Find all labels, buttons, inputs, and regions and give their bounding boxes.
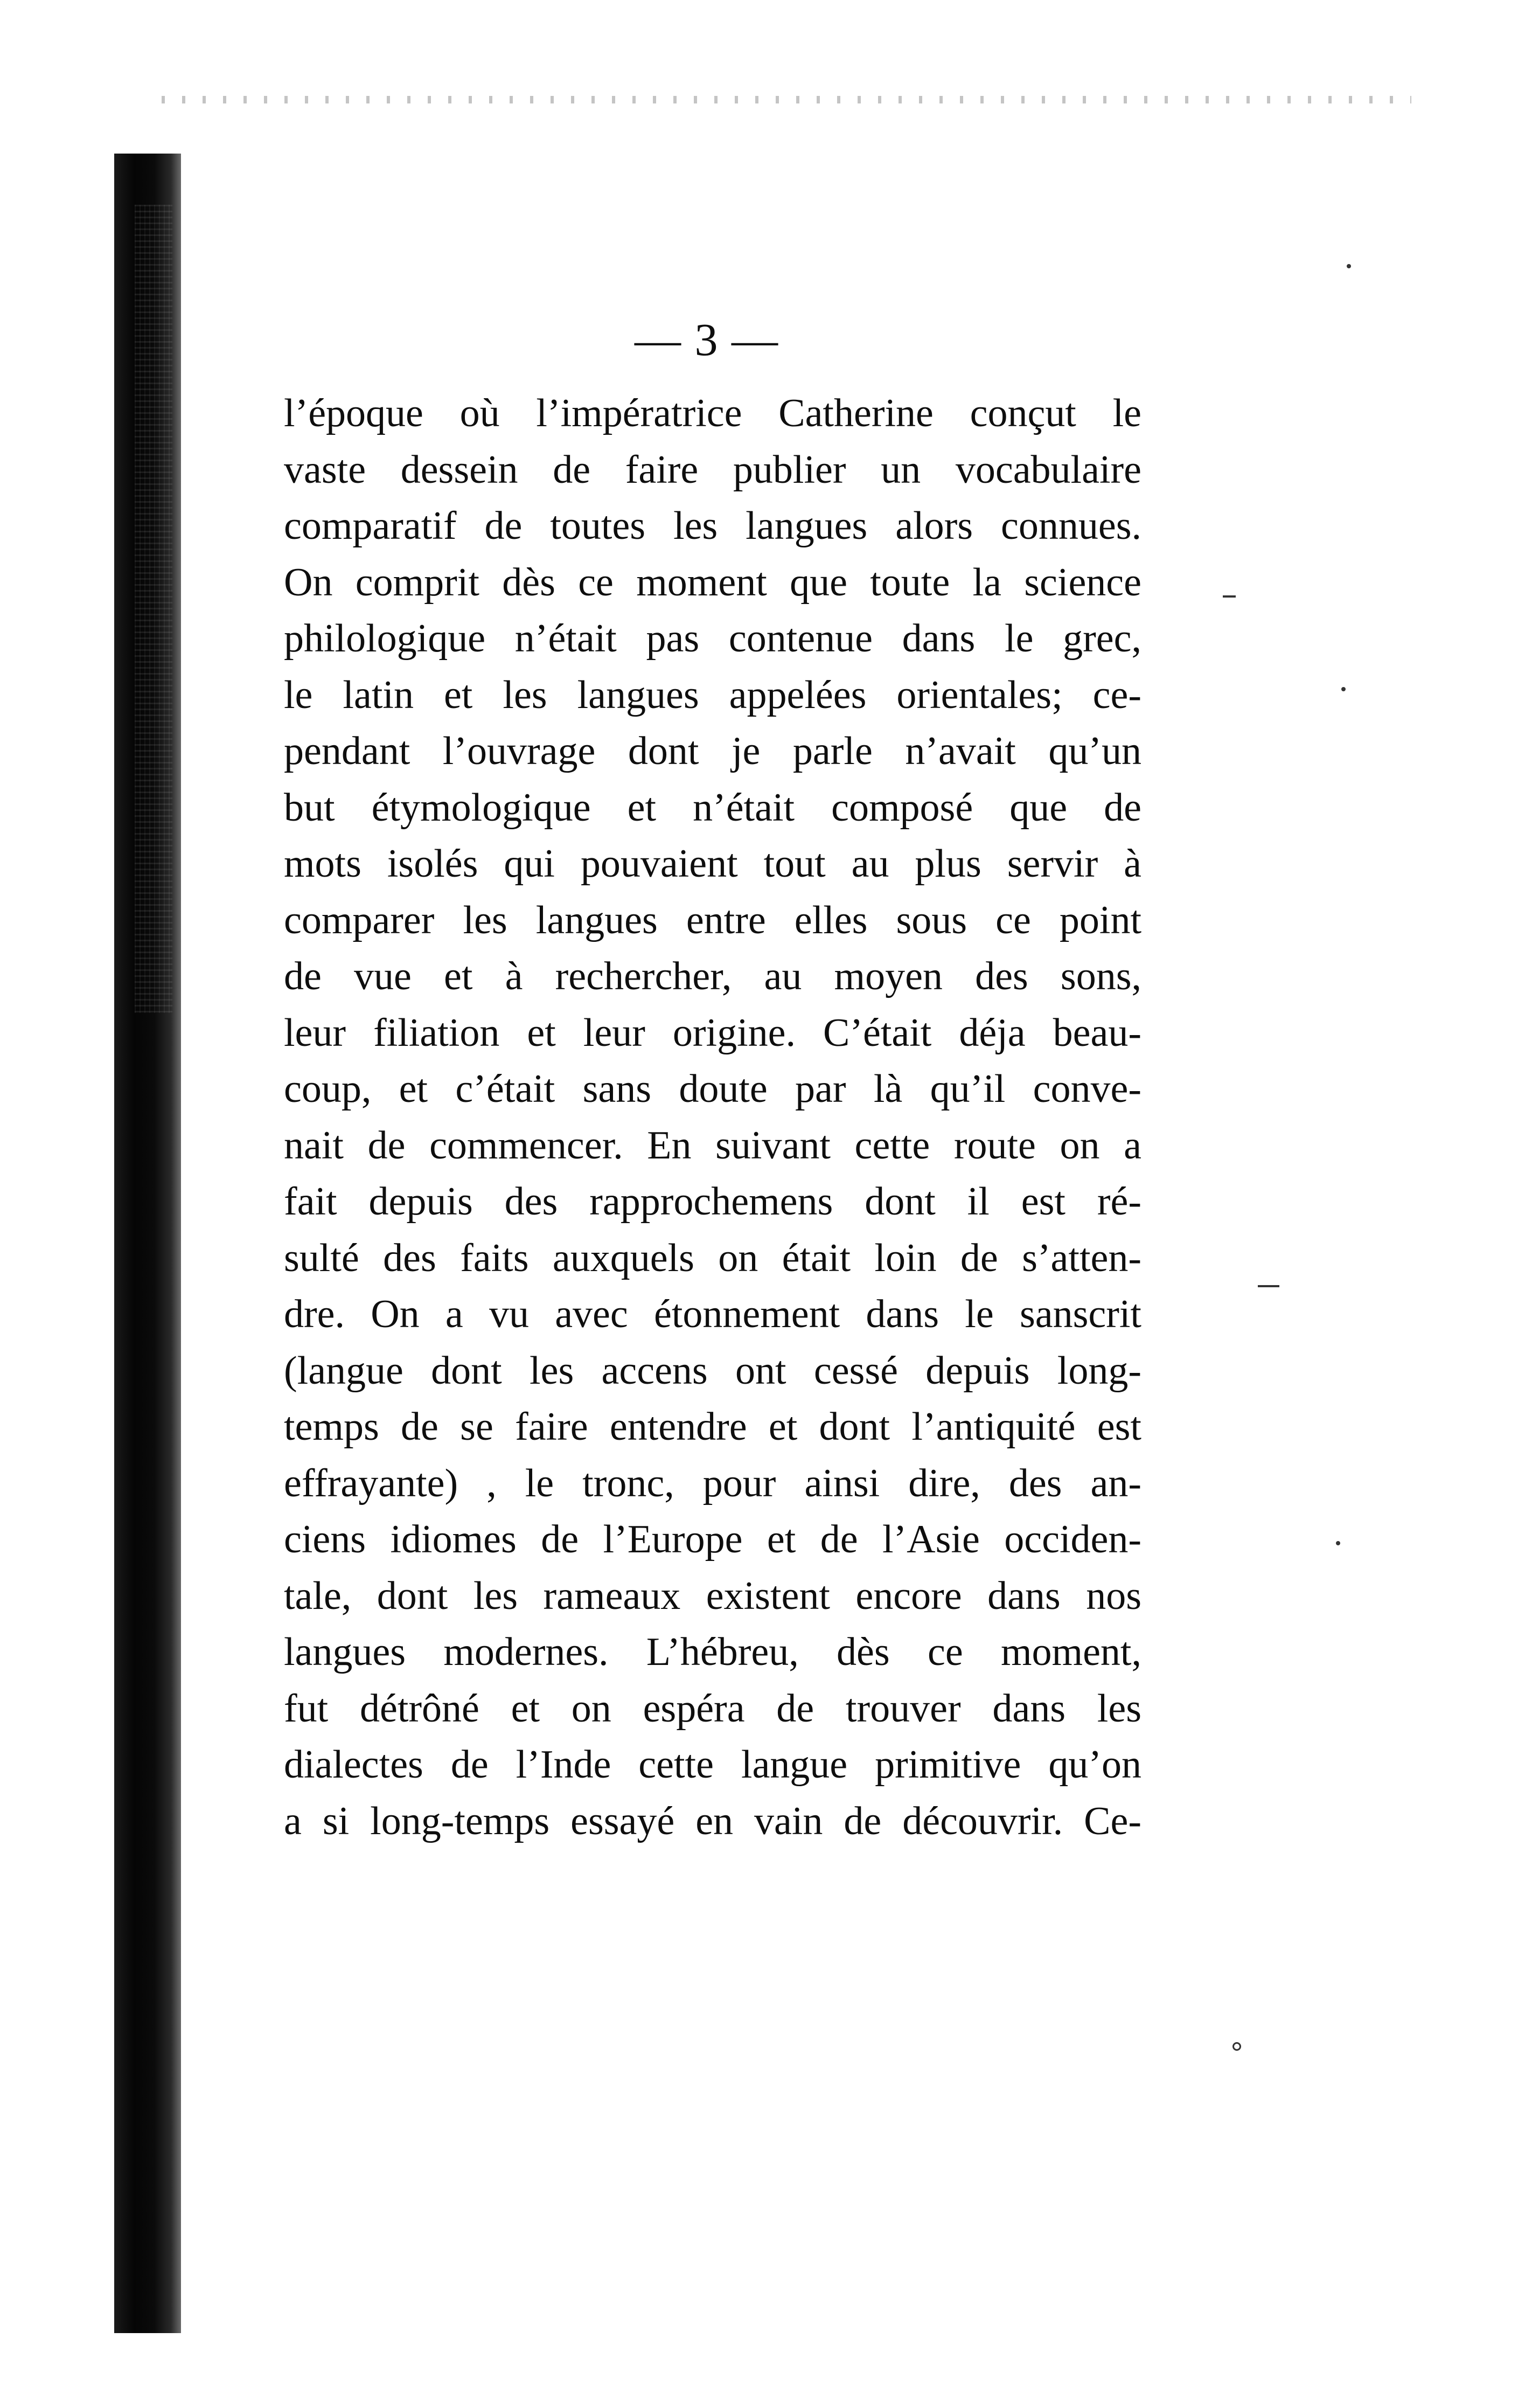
text-line: tale, dont les rameaux existent encore dans nos <box>284 1573 1141 1618</box>
text-line: leur filiation et leur origine. C’était déja beau- <box>284 1010 1141 1055</box>
text-line: coup, et c’était sans doute par là qu’il conve- <box>284 1067 1141 1111</box>
text-line: On comprit dès ce moment que toute la science <box>284 560 1141 605</box>
text-line: comparatif de toutes les langues alors connues. <box>284 504 1141 548</box>
text-line: l’époque où l’impératrice Catherine conçut le <box>284 391 1141 435</box>
text-line: a si long-temps essayé en vain de découvrir. Ce- <box>284 1799 1141 1843</box>
binding-speckle <box>135 205 172 1013</box>
text-line: langues modernes. L’hébreu, dès ce moment, <box>284 1630 1141 1674</box>
text-line: mots isolés qui pouvaient tout au plus servir à <box>284 842 1141 886</box>
text-line: but étymologique et n’était composé que de <box>284 785 1141 830</box>
text-line: comparer les langues entre elles sous ce point <box>284 898 1141 942</box>
page-top-edge <box>162 96 1411 103</box>
text-line: dre. On a vu avec étonnement dans le sanscrit <box>284 1292 1141 1336</box>
margin-speck <box>1341 687 1346 691</box>
text-line: nait de commencer. En suivant cette route on a <box>284 1123 1141 1168</box>
text-line: fut détrôné et on espéra de trouver dans les <box>284 1686 1141 1731</box>
text-line: (langue dont les accens ont cessé depuis long- <box>284 1348 1141 1393</box>
text-line: le latin et les langues appelées orientales; ce- <box>284 672 1141 717</box>
margin-speck <box>1223 595 1236 598</box>
text-line: ciens idiomes de l’Europe et de l’Asie occiden- <box>284 1517 1141 1562</box>
text-line: vaste dessein de faire publier un vocabulaire <box>284 447 1141 492</box>
margin-speck <box>1336 1541 1340 1545</box>
text-line: temps de se faire entendre et dont l’antiquité est <box>284 1405 1141 1449</box>
text-line: de vue et à rechercher, au moyen des sons, <box>284 954 1141 998</box>
text-line: pendant l’ouvrage dont je parle n’avait qu’un <box>284 729 1141 773</box>
margin-speck <box>1347 264 1351 268</box>
text-line: philologique n’était pas contenue dans le grec, <box>284 616 1141 661</box>
text-line: fait depuis des rapprochemens dont il est ré- <box>284 1179 1141 1224</box>
body-text <box>284 385 1141 1849</box>
text-line: sulté des faits auxquels on était loin de s’atten- <box>284 1236 1141 1280</box>
margin-speck <box>1232 2042 1241 2051</box>
margin-speck <box>1258 1285 1279 1287</box>
page-number: — 3 — <box>635 314 779 365</box>
text-line: dialectes de l’Inde cette langue primitive qu’on <box>284 1743 1141 1787</box>
text-line: effrayante) , le tronc, pour ainsi dire, des an- <box>284 1461 1141 1505</box>
